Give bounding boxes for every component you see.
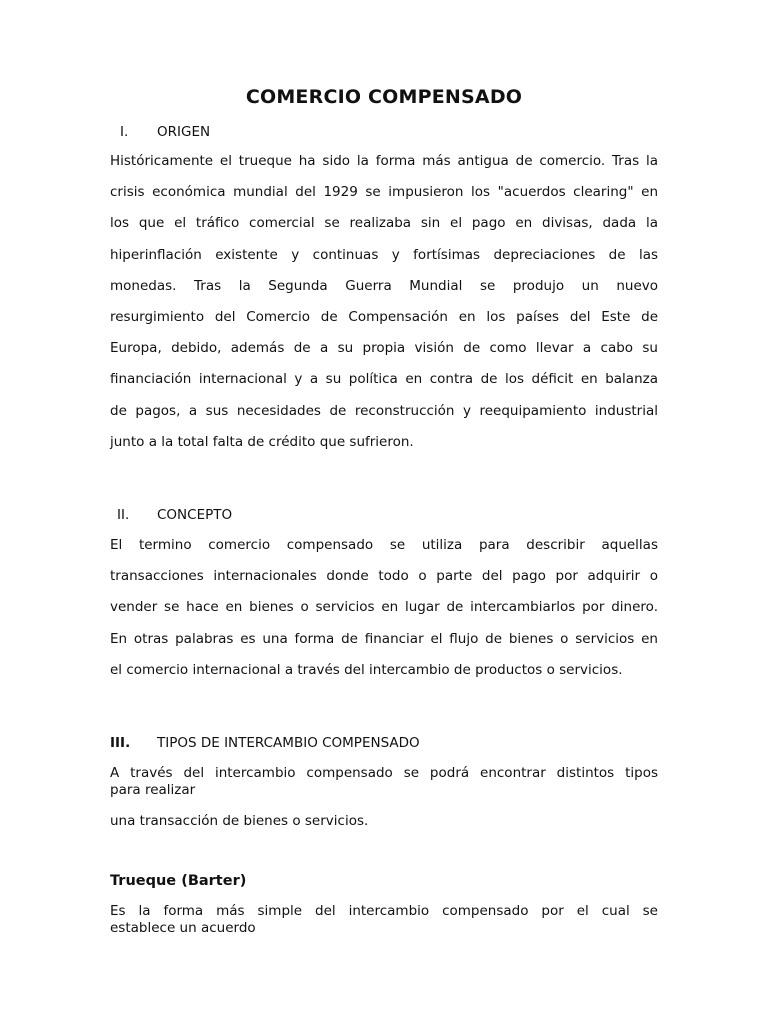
text-line: vender se hace en bienes o servicios en lugar de intercambiarlos por dinero. [110,599,658,616]
text-line: transacciones internacionales donde todo o parte del pago por adquirir o [110,568,658,585]
text-line: los que el tráfico comercial se realizaba sin el pago en divisas, dada la [110,215,658,232]
text-line: A través del intercambio compensado se podrá encontrar distintos tipos [110,765,658,781]
section-title: ORIGEN [157,124,211,140]
text-line: el comercio internacional a través del intercambio de productos o servicios. [110,661,623,678]
text-line: Es la forma más simple del intercambio compensado por el cual se [110,903,658,919]
text-line: crisis económica mundial del 1929 se impusieron los "acuerdos clearing" en [110,184,658,201]
text-line: junto a la total falta de crédito que sufrieron. [110,433,414,450]
section-number: I. [120,124,129,140]
section-number: II. [117,507,130,523]
text-line: El termino comercio compensado se utiliza para describir aquellas [110,537,658,553]
text-line: establece un acuerdo [110,920,256,936]
subsection-heading-trueque: Trueque (Barter) [110,873,247,889]
text-line: para realizar [110,782,196,798]
text-line: En otras palabras es una forma de financiar el flujo de bienes o servicios en [110,630,658,647]
section-title: TIPOS DE INTERCAMBIO COMPENSADO [157,735,420,751]
text-line: Históricamente el trueque ha sido la forma más antigua de comercio. Tras la [110,153,658,169]
text-line: una transacción de bienes o servicios. [110,813,369,829]
section-number: III. [110,735,131,751]
text-line: hiperinflación existente y continuas y fortísimas depreciaciones de las [110,246,658,263]
text-line: resurgimiento del Comercio de Compensación en los países del Este de [110,308,658,325]
document-title: COMERCIO COMPENSADO [245,86,523,108]
section-title: CONCEPTO [157,507,233,523]
paragraph-concepto [110,535,658,691]
text-line: financiación internacional y a su política en contra de los déficit en balanza [110,371,658,388]
text-line: de pagos, a sus necesidades de reconstrucción y reequipamiento industrial [110,402,658,419]
paragraph-origen [110,151,658,463]
text-line: Europa, debido, además de a su propia visión de como llevar a cabo su [110,340,658,357]
text-line: monedas. Tras la Segunda Guerra Mundial se produjo un nuevo [110,277,658,294]
